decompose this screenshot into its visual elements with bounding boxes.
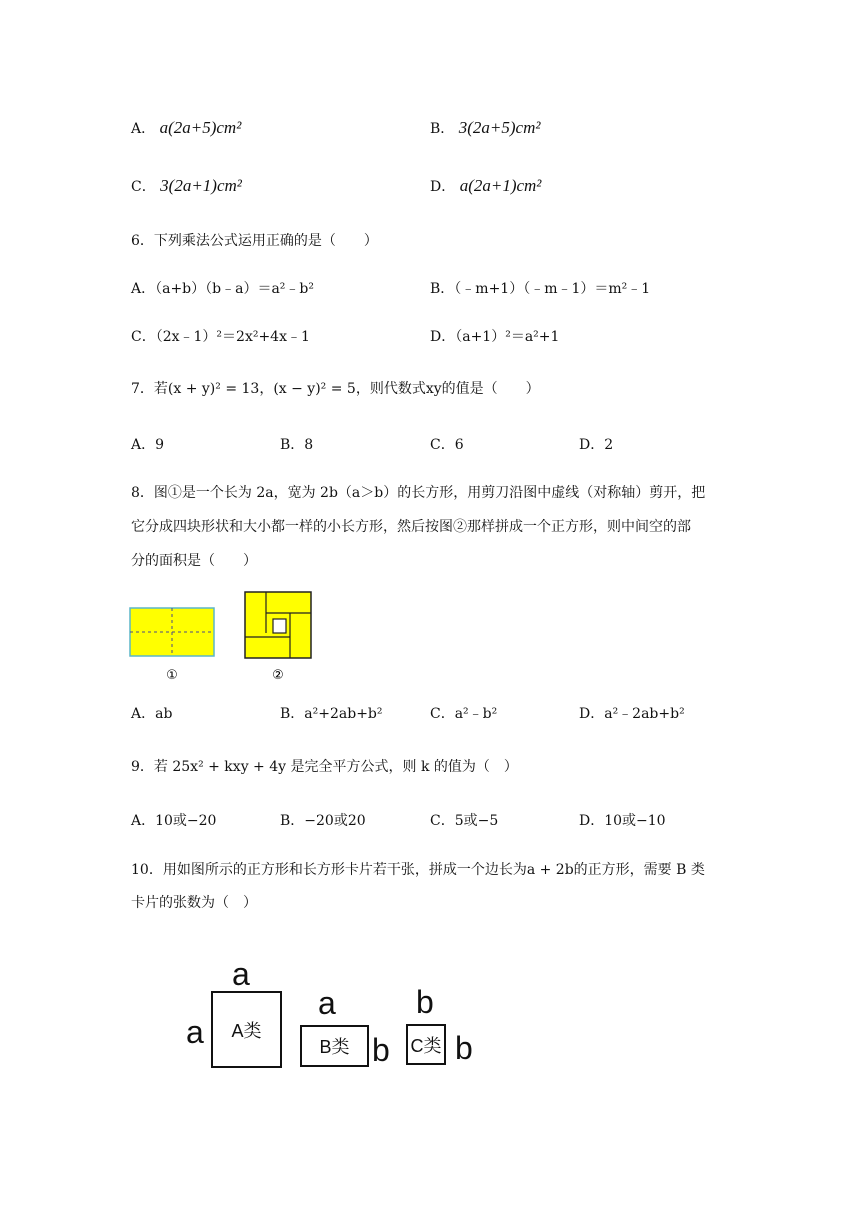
q7-option-a: A．9 — [131, 437, 165, 453]
q5-option-d — [430, 176, 541, 197]
q8-figure1-label: ① — [166, 668, 178, 683]
card-c-top-label: b — [416, 984, 434, 1020]
card-c-text: C类 — [410, 1035, 442, 1056]
q8-option-c: C．a²﹣b² — [430, 706, 498, 722]
q7-option-c: C．6 — [430, 437, 464, 453]
q8-option-a: A．ab — [131, 706, 173, 722]
q8-figures — [128, 590, 328, 685]
q9-option-d: D．10或−10 — [579, 813, 666, 829]
card-a — [211, 991, 282, 1068]
q8-stem-line2: 它分成四块形状和大小都一样的小长方形，然后按图②那样拼成一个正方形，则中间空的部 — [131, 519, 691, 535]
q9-stem: 9．若 25x² + kxy + 4y 是完全平方公式，则 k 的值为（ ） — [131, 759, 518, 775]
q5-option-a-label: A． — [131, 121, 156, 137]
q8-option-b: B．a²+2ab+b² — [280, 706, 383, 722]
q6-option-c: C．（2x﹣1）²＝2x²+4x﹣1 — [131, 329, 310, 345]
q5-option-b-label: B． — [430, 121, 455, 137]
card-a-top-label: a — [232, 956, 250, 992]
card-c-right-label: b — [455, 1030, 473, 1066]
card-b — [300, 1025, 369, 1067]
q8-figure1-rectangle — [130, 608, 214, 656]
q10-stem-line1: 10．用如图所示的正方形和长方形卡片若干张，拼成一个边长为a + 2b的正方形，需要 B 类 — [131, 862, 705, 878]
q10-stem-line2: 卡片的张数为（ ） — [131, 895, 257, 911]
q5-option-c-label: C． — [131, 179, 156, 195]
card-b-top-label: a — [318, 985, 336, 1021]
q5-option-a — [131, 118, 241, 139]
q7-option-d: D．2 — [579, 437, 614, 453]
q7-stem: 7．若(x + y)² = 13，(x − y)² = 5，则代数式xy的值是（ ） — [131, 381, 540, 397]
card-b-right-label: b — [372, 1032, 390, 1068]
q8-stem-line3: 分的面积是（ ） — [131, 553, 257, 569]
q6-option-a: A．（a+b）（b﹣a）＝a²﹣b² — [131, 281, 314, 297]
q9-option-a: A．10或−20 — [131, 813, 217, 829]
card-a-left-label: a — [186, 1014, 204, 1050]
q7-option-b: B．8 — [280, 437, 314, 453]
card-c — [406, 1024, 446, 1065]
q5-option-d-label: D． — [430, 179, 456, 195]
q8-option-d: D．a²﹣2ab+b² — [579, 706, 685, 722]
q5-option-c — [131, 176, 242, 197]
q9-option-b: B．−20或20 — [280, 813, 366, 829]
q5-option-b-text: 3(2a+5)cm² — [458, 118, 541, 137]
q6-stem: 6．下列乘法公式运用正确的是（ ） — [131, 233, 378, 249]
q9-option-c: C．5或−5 — [430, 813, 499, 829]
card-b-text: B类 — [319, 1037, 350, 1057]
q6-option-b: B．（﹣m+1）（﹣m﹣1）＝m²﹣1 — [430, 281, 651, 297]
q6-option-d: D．（a+1）²＝a²+1 — [430, 329, 560, 345]
q5-option-d-text: a(2a+1)cm² — [459, 176, 542, 195]
q8-figure2-label: ② — [272, 668, 284, 683]
q8-figure2-square — [245, 592, 311, 658]
q5-option-b — [430, 118, 540, 139]
q5-option-c-text: 3(2a+1)cm² — [160, 176, 242, 195]
q5-option-a-text: a(2a+5)cm² — [159, 118, 242, 137]
q8-stem-line1: 8．图①是一个长为 2a，宽为 2b（a＞b）的长方形，用剪刀沿图中虚线（对称轴）剪开，把 — [131, 485, 706, 501]
card-a-text: A类 — [231, 1020, 262, 1041]
